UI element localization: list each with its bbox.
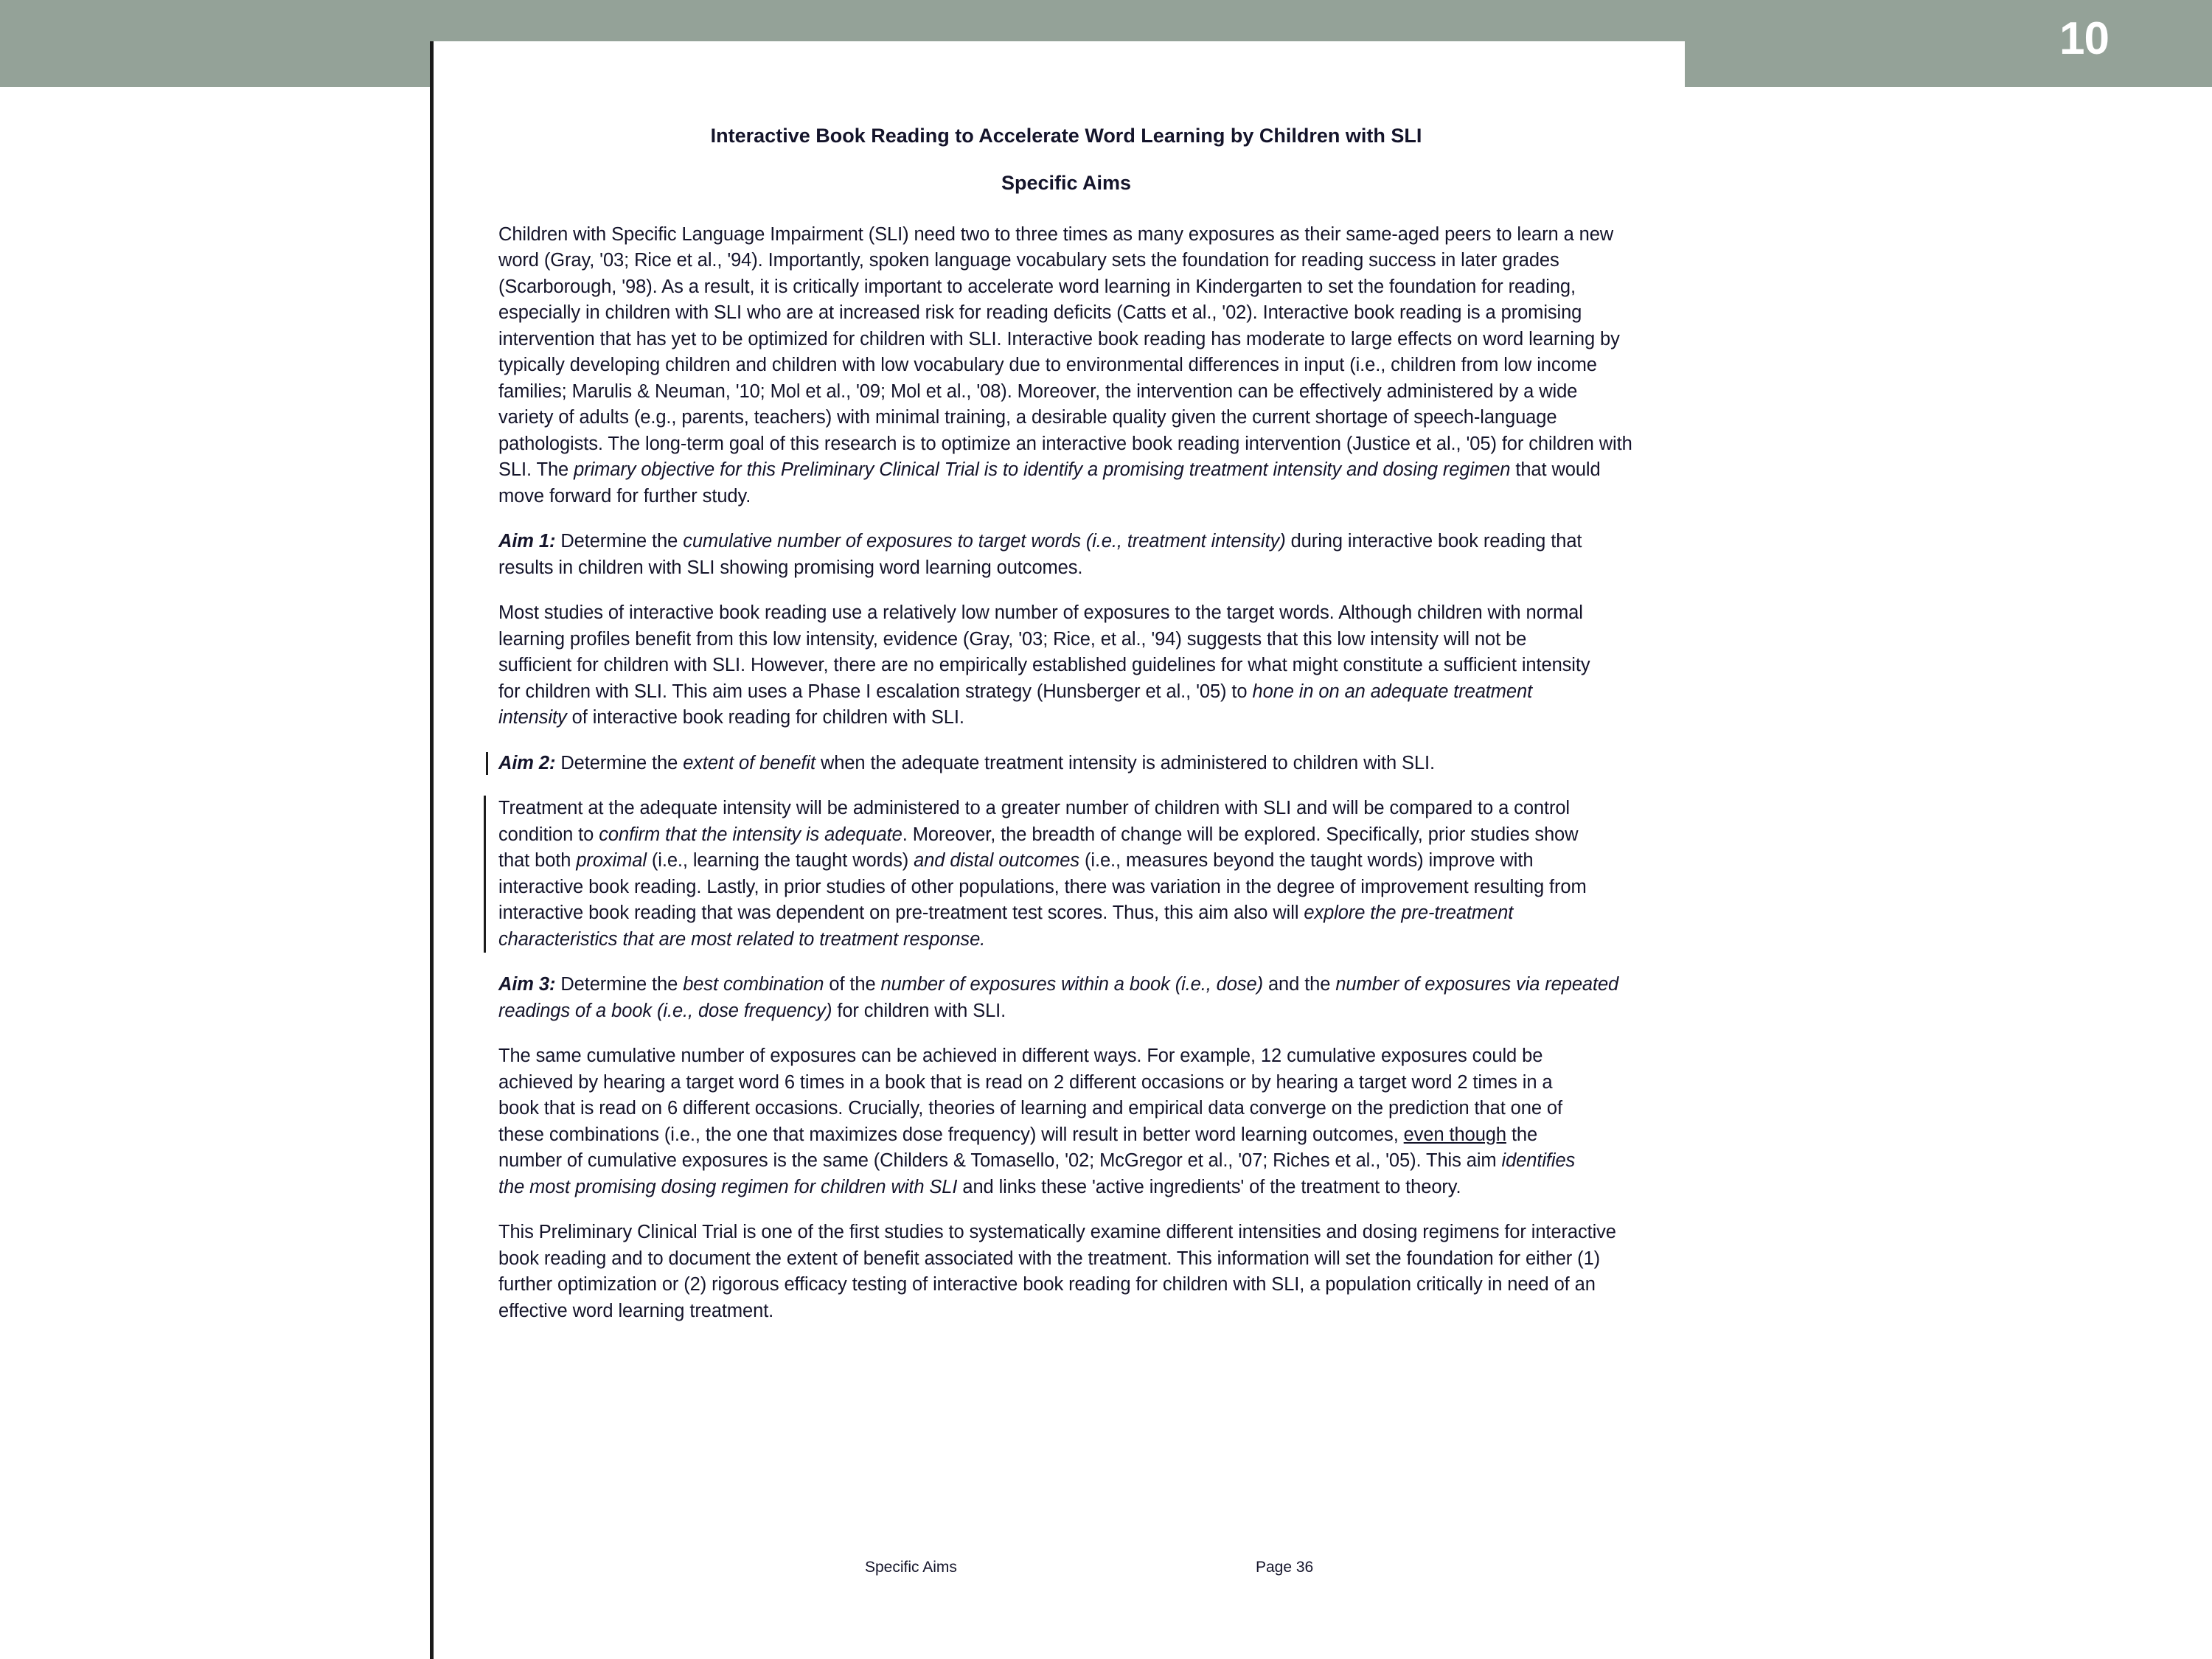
- intro-text-lead: Children with Specific Language Impairment (SLI) need two to three times as many exposures as their same-aged peers to learn a new word (Gray, '03; Rice et al., '94). Importantly, spoken language vocabulary sets the foundation for reading success in later grades (Scarborough, '98). As a result, it is critically important to accelerate word learning in Kindergarten to set the foundation for reading, especially in children with SLI who are at increased risk for reading deficits (Catts et al., '02). Interactive book reading is a promising intervention that has yet to be optimized for children with SLI. Interactive book reading has moderate to large effects on word learning by typically developing children and children with low vocabulary due to environmental differences in input (i.e., children from low income families; Marulis & Neuman, '10; Mol et al., '09; Mol et al., '08). Moreover, the intervention can be effectively administered by a wide variety of adults (e.g., parents, teachers) with minimal training, a desirable quality given the current shortage of speech-language pathologists. The long-term goal of this research is to optimize an interactive book reading intervention (Justice et al., '05) for children with SLI. The: [498, 223, 1632, 481]
- aim1-detail: [498, 600, 1597, 731]
- document-subtitle: Specific Aims: [1001, 172, 1132, 195]
- document-footer: [434, 1559, 1685, 1588]
- aim3-detail-2: the number of cumulative exposures is the same (Childers & Tomasello, '02; McGregor et al., '07; Riches et al., '05). This aim: [498, 1124, 1538, 1172]
- document-page-top-edge: [430, 41, 1685, 88]
- aim3-heading: [498, 972, 1634, 1024]
- aim3-lead: Determine the: [555, 974, 684, 995]
- aim2-detail-2: . Moreover, the breadth of change will be explored. Specifically, prior studies show that both: [498, 824, 1579, 872]
- document-body: [498, 124, 1634, 1324]
- aim3-italic-3: number of exposures via repeated readings of a book (i.e., dose frequency): [498, 974, 1619, 1021]
- aim3-tail: for children with SLI.: [832, 1000, 1006, 1021]
- aim3-detail-1: The same cumulative number of exposures can be achieved in different ways. For example, 12 cumulative exposures could be achieved by hearing a target word 6 times in a book that is read on 2 different occasions or by hearing a target word 2 times in a book that is read on 6 different occasions. Crucially, theories of learning and empirical data converge on the prediction that one of these combinations (i.e., the one that maximizes dose frequency) will result in better word learning outcomes,: [498, 1046, 1562, 1145]
- aim3-label: Aim 3:: [498, 974, 556, 995]
- aim2-detail-4: (i.e., measures beyond the taught words) improve with interactive book reading. Lastly, in prior studies of other populations, there was variation in the degree of improvement resulting from interactive book reading that was dependent on pre-treatment test scores. Thus, this aim also will: [498, 850, 1587, 924]
- aim2-label: Aim 2:: [498, 752, 556, 773]
- aim1-heading: [498, 529, 1634, 581]
- aim3-italic-1: best combination: [683, 974, 824, 995]
- aim2-heading: [498, 751, 1634, 777]
- aim1-detail-tail: of interactive book reading for children with SLI.: [566, 707, 964, 728]
- intro-text-tail: that would move forward for further study.: [498, 459, 1601, 507]
- aim2-detail-italic-4: explore the pre-treatment characteristics that are most related to treatment response.: [498, 902, 1514, 950]
- aim3-mid-2: and the: [1262, 974, 1336, 995]
- aim1-lead: Determine the: [555, 531, 684, 552]
- aim2-detail-italic-1: confirm that the intensity is adequate: [599, 824, 902, 845]
- footer-section-label: Specific Aims: [865, 1559, 957, 1576]
- aim3-italic-2: number of exposures within a book (i.e., dose): [880, 974, 1263, 995]
- aim2-detail-italic-3: and distal outcomes: [914, 850, 1080, 872]
- footer-page-number: Page 36: [1256, 1559, 1314, 1576]
- aim1-label: Aim 1:: [498, 531, 556, 552]
- aim2-detail-3: (i.e., learning the taught words): [646, 850, 914, 872]
- aim2-detail-italic-2: proximal: [576, 850, 647, 872]
- aim3-detail-3: and links these 'active ingredients' of the treatment to theory.: [957, 1176, 1461, 1197]
- aim1-italic: cumulative number of exposures to target words (i.e., treatment intensity): [683, 531, 1286, 552]
- aim3-detail-underline: even though: [1403, 1124, 1506, 1145]
- aim1-tail: during interactive book reading that results in children with SLI showing promising word learning outcomes.: [498, 531, 1582, 578]
- paragraph-intro: [498, 222, 1634, 510]
- aim2-lead: Determine the: [555, 752, 684, 773]
- intro-text-objective: primary objective for this Preliminary Clinical Trial is to identify a promising treatment intensity and dosing regimen: [574, 459, 1511, 481]
- aim1-detail-italic: hone in on an adequate treatment intensity: [498, 681, 1533, 728]
- document-page: [430, 41, 1685, 1659]
- aim3-detail: [498, 1043, 1597, 1200]
- aim3-mid-1: of the: [824, 974, 881, 995]
- paragraph-closing: This Preliminary Clinical Trial is one of the first studies to systematically examine different intensities and dosing regimens for interactive book reading and to document the extent of benefit associated with the treatment. This information will set the foundation for either (1) further optimization or (2) rigorous efficacy testing of interactive book reading for children with SLI, a population critically in need of an effective word learning treatment.: [498, 1222, 1616, 1321]
- aim1-detail-head: Most studies of interactive book reading use a relatively low number of exposures to the target words. Although children with normal learning profiles benefit from this low intensity, evidence (Gray, '03; Rice, et al., '94) suggests that this low intensity will not be sufficient for children with SLI. However, there are no empirically established guidelines for what might constitute a sufficient intensity for children with SLI. This aim uses a Phase I escalation strategy (Hunsberger et al., '05) to: [498, 602, 1590, 702]
- aim2-italic: extent of benefit: [683, 752, 815, 773]
- aim2-detail-1: Treatment at the adequate intensity will be administered to a greater number of children with SLI and will be compared to a control condition to: [498, 798, 1571, 845]
- aim2-detail: [498, 796, 1597, 953]
- document-title: Interactive Book Reading to Accelerate Word Learning by Children with SLI: [710, 125, 1422, 147]
- aim2-tail: when the adequate treatment intensity is administered to children with SLI.: [815, 752, 1435, 773]
- aim3-detail-italic: identifies the most promising dosing regimen for children with SLI: [498, 1150, 1576, 1197]
- slide-number: 10: [2059, 13, 2109, 64]
